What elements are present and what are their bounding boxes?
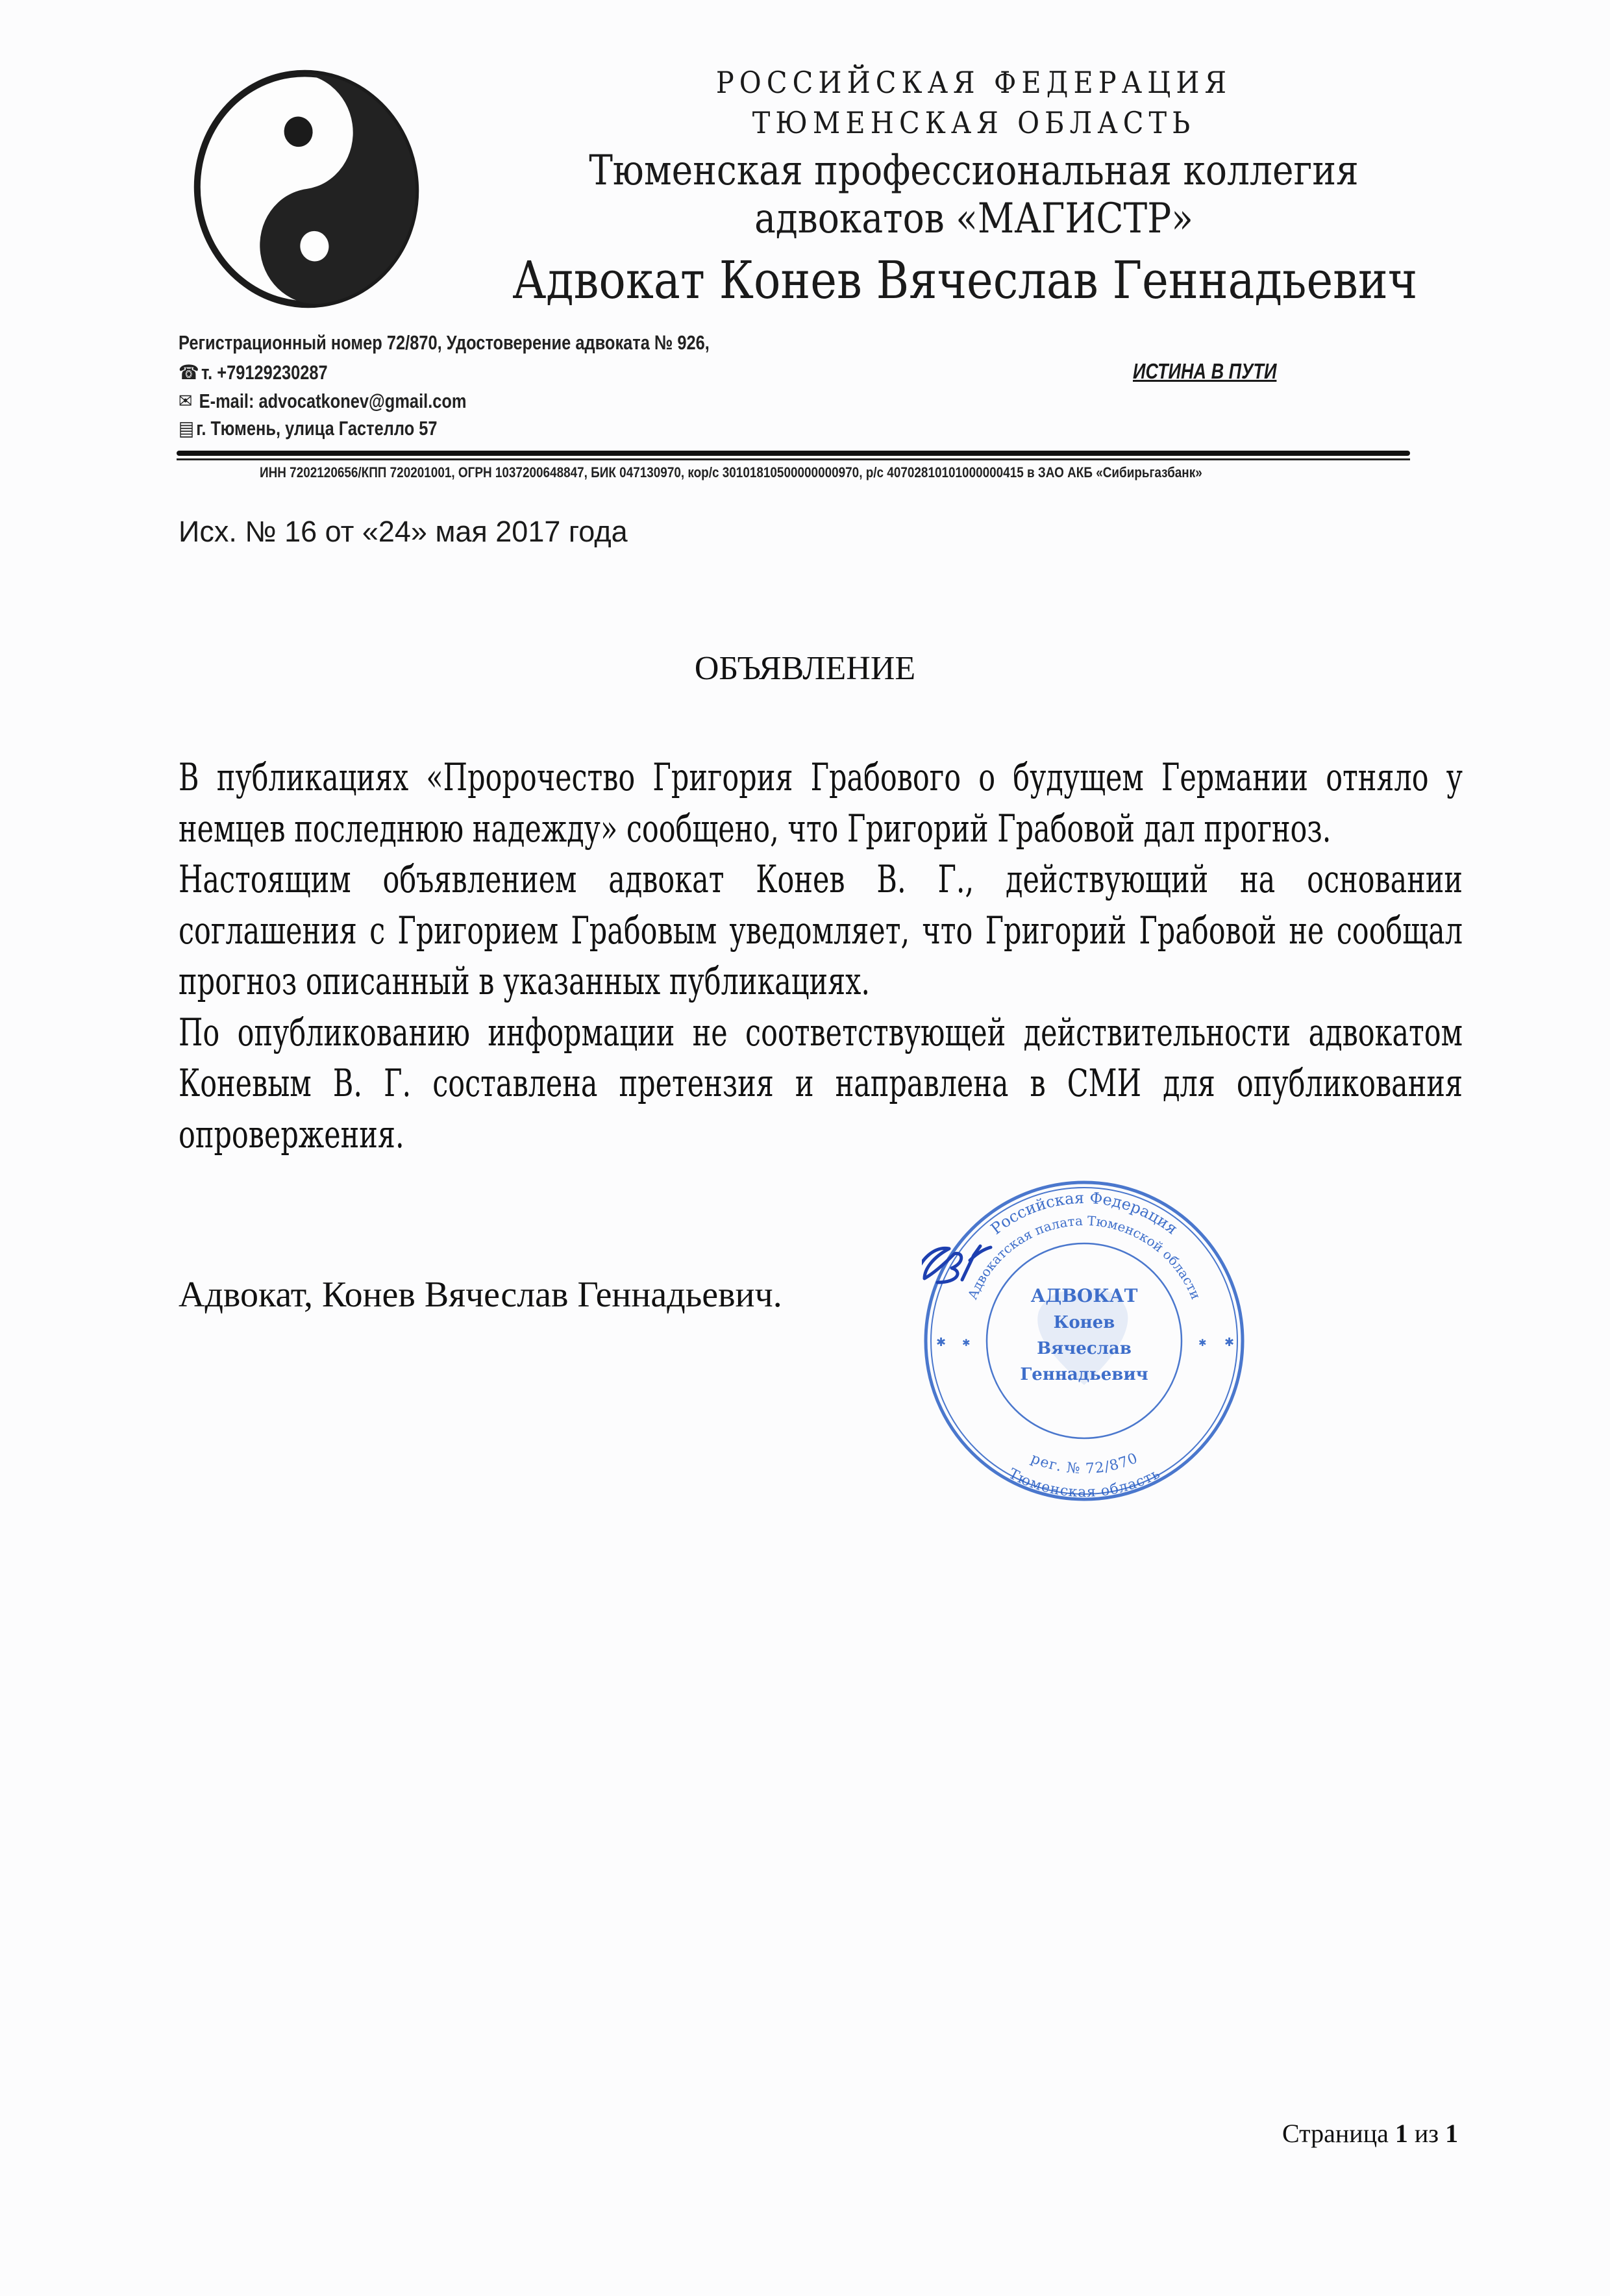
header-college-name: Тюменская профессиональная коллегия xyxy=(589,147,1359,195)
bank-requisites: ИНН 7202120656/КПП 720201001, ОГРН 1037200648847, БИК 047130970, кор/с 30101810500000000970, р/с 40702810101000000415 в ЗАО АКБ «Сибирьгазбанк» xyxy=(260,464,1202,480)
stamp-star-inner-left: ✱ xyxy=(962,1337,971,1349)
phone-icon: ☎ xyxy=(179,361,199,384)
header-college-name-line2: адвокатов «МАГИСТР» xyxy=(754,195,1193,243)
stamp-center-surname: Конев xyxy=(1053,1313,1115,1332)
header-divider-thin xyxy=(177,458,1410,460)
header-region: ТЮМЕНСКАЯ ОБЛАСТЬ xyxy=(752,105,1196,140)
stamp-center-patronymic: Геннадьевич xyxy=(1020,1365,1148,1384)
phone-number: т. +79129230287 xyxy=(201,361,328,384)
stamp-region-text: Тюменская область xyxy=(1006,1466,1163,1501)
stamp-star-right: ✱ xyxy=(1224,1336,1235,1349)
stamp-center-name: Вячеслав xyxy=(1037,1339,1132,1358)
stamp-center-title: АДВОКАТ xyxy=(1030,1285,1138,1306)
yin-yang-logo-icon xyxy=(193,68,420,310)
outgoing-number: Исх. № 16 от «24» мая 2017 года xyxy=(179,515,628,548)
page-total: 1 xyxy=(1445,2119,1459,2148)
page-of: из xyxy=(1414,2119,1439,2148)
body-paragraph-1: В публикациях «Пророчество Григория Грабового о будущем Германии отняло у немцев последнюю надежду» сообщено, что Григорий Грабовой дал прогноз. xyxy=(179,755,1463,851)
page-current: 1 xyxy=(1394,2119,1408,2148)
header-lawyer-name: Адвокат Конев Вячеслав Геннадьевич xyxy=(512,250,1418,310)
page-label: Страница xyxy=(1282,2119,1389,2148)
address-text: г. Тюмень, улица Гастелло 57 xyxy=(196,417,438,440)
signature-name: Адвокат, Конев Вячеслав Геннадьевич. xyxy=(179,1275,782,1315)
stamp-star-inner-right: ✱ xyxy=(1198,1337,1207,1349)
email-line xyxy=(179,390,467,413)
header-country: РОССИЙСКАЯ ФЕДЕРАЦИЯ xyxy=(715,65,1232,100)
email-address: E-mail: advocatkonev@gmail.com xyxy=(199,390,467,412)
header-divider-thick xyxy=(177,451,1410,456)
body-paragraph-2: Настоящим объявлением адвокат Конев В. Г., действующий на основании соглашения с Григорием Грабовым уведомляет, что Григорий Грабовой не сообщал прогноз описанный в указанных публикациях. xyxy=(179,857,1463,1003)
document-title: ОБЪЯВЛЕНИЕ xyxy=(694,650,916,687)
body-paragraph-3: По опубликованию информации не соответствующей действительности адвокатом Коневым В. Г. составлена претензия и направлена в СМИ для опубликования опровержения. xyxy=(179,1010,1463,1156)
address-line xyxy=(179,417,438,440)
page-number xyxy=(1282,2118,1458,2149)
lawyer-stamp xyxy=(922,1179,1246,1503)
address-icon: ▤ xyxy=(179,417,195,440)
motto: ИСТИНА В ПУТИ xyxy=(1133,359,1277,383)
stamp-outer-text: Адвокатская палата Тюменской области xyxy=(964,1212,1204,1302)
stamp-reg-number: рег. № 72/870 xyxy=(1028,1450,1140,1478)
phone-line xyxy=(179,361,328,384)
mailbox-icon: ✉ xyxy=(179,390,193,412)
document-body xyxy=(179,752,1463,1160)
registration-number: Регистрационный номер 72/870, Удостоверение адвоката № 926, xyxy=(179,331,710,354)
stamp-star-left: ✱ xyxy=(936,1336,947,1349)
stamp-top-text: Российская Федерация xyxy=(987,1188,1182,1238)
